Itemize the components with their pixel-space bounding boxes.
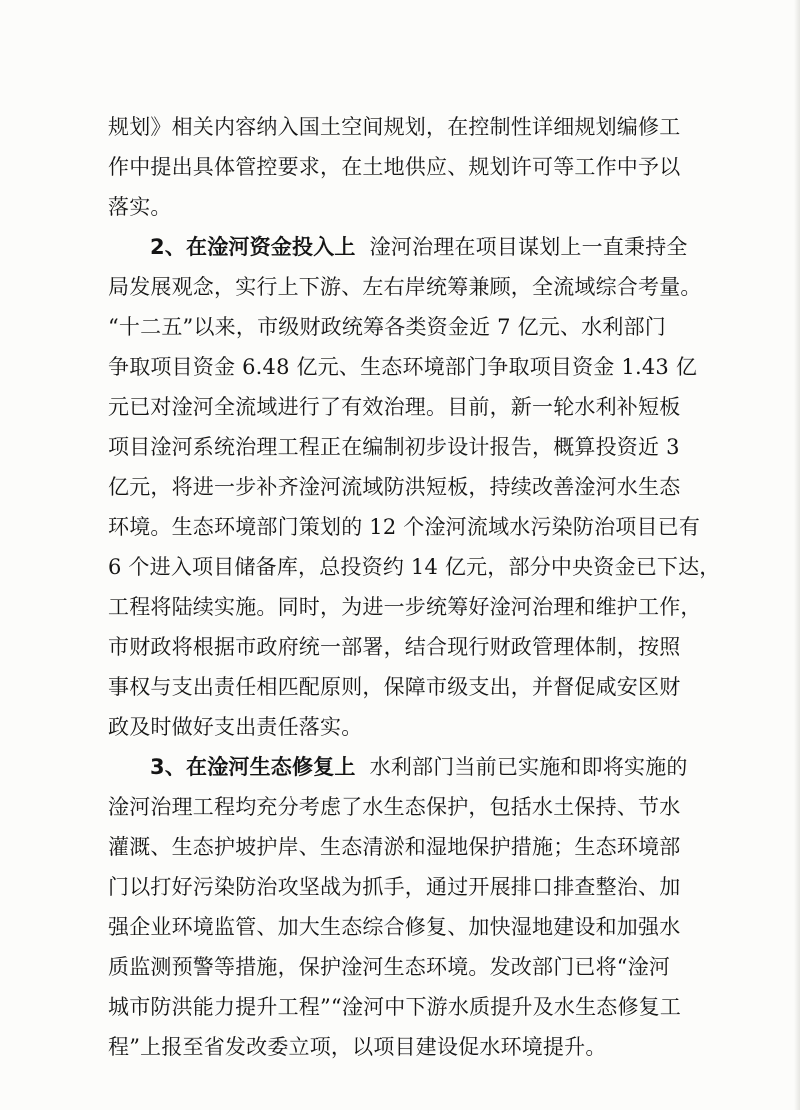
section2-line-10: 市财政将根据市政府统一部署，结合现行财政管理体制，按照: [108, 635, 681, 659]
section2-line-11: 事权与支出责任相匹配原则，保障市级支出，并督促咸安区财: [108, 675, 681, 699]
section2-line-2: “十二五”以来，市级财政统筹各类资金近 7 亿元、水利部门: [108, 315, 666, 339]
section3-first-line-text: 水利部门当前已实施和即将实施的: [369, 755, 688, 779]
section2-line-7: 环境。生态环境部门策划的 12 个淦河流域水污染防治项目已有: [108, 515, 701, 539]
section3-first-line: [108, 747, 698, 787]
section2-line-5: 项目淦河系统治理工程正在编制初步设计报告，概算投资近 3: [108, 435, 680, 459]
section3-line-7: 程”上报至省发改委立项，以项目建设促水环境提升。: [108, 1035, 607, 1059]
section2-first-line-text: 淦河治理在项目谋划上一直秉持全: [369, 235, 688, 259]
section3-line-3: 门以打好污染防治攻坚战为抓手，通过开展排口排查整治、加: [108, 875, 681, 899]
section2-heading: 2、在淦河资金投入上: [150, 235, 356, 259]
section2-line-8: 6 个进入项目储备库，总投资约 14 亿元，部分中央资金已下达，: [108, 555, 721, 579]
section2-line-9: 工程将陆续实施。同时，为进一步统筹好淦河治理和维护工作，: [108, 595, 702, 619]
section3-line-4: 强企业环境监管、加大生态综合修复、加快湿地建设和加强水: [108, 915, 681, 939]
section2-line-3: 争取项目资金 6.48 亿元、生态环境部门争取项目资金 1.43 亿: [108, 355, 698, 379]
paragraph1-line-3: 落实。: [108, 195, 172, 219]
document-body: [108, 107, 721, 1067]
section2-first-line: [108, 227, 698, 267]
section2-line-1: 局发展观念，实行上下游、左右岸统筹兼顾，全流域综合考量。: [108, 275, 702, 299]
paragraph1-line-1: 规划》相关内容纳入国土空间规划，在控制性详细规划编修工: [108, 115, 681, 139]
section3-line-1: 淦河治理工程均充分考虑了水生态保护，包括水土保持、节水: [108, 795, 681, 819]
paragraph1-line-2: 作中提出具体管控要求，在土地供应、规划许可等工作中予以: [108, 155, 681, 179]
section3-line-6: 城市防洪能力提升工程”“淦河中下游水质提升及水生态修复工: [108, 995, 682, 1019]
section3-heading: 3、在淦河生态修复上: [150, 755, 356, 779]
scan-edge-shadow: [794, 0, 800, 1110]
section3-line-5: 质监测预警等措施，保护淦河生态环境。发改部门已将“淦河: [108, 955, 671, 979]
section2-line-12: 政及时做好支出责任落实。: [108, 715, 363, 739]
section2-line-4: 元已对淦河全流域进行了有效治理。目前，新一轮水利补短板: [108, 395, 681, 419]
section3-line-2: 灌溉、生态护坡护岸、生态清淤和湿地保护措施；生态环境部: [108, 835, 681, 859]
section2-line-6: 亿元，将进一步补齐淦河流域防洪短板，持续改善淦河水生态: [108, 475, 681, 499]
